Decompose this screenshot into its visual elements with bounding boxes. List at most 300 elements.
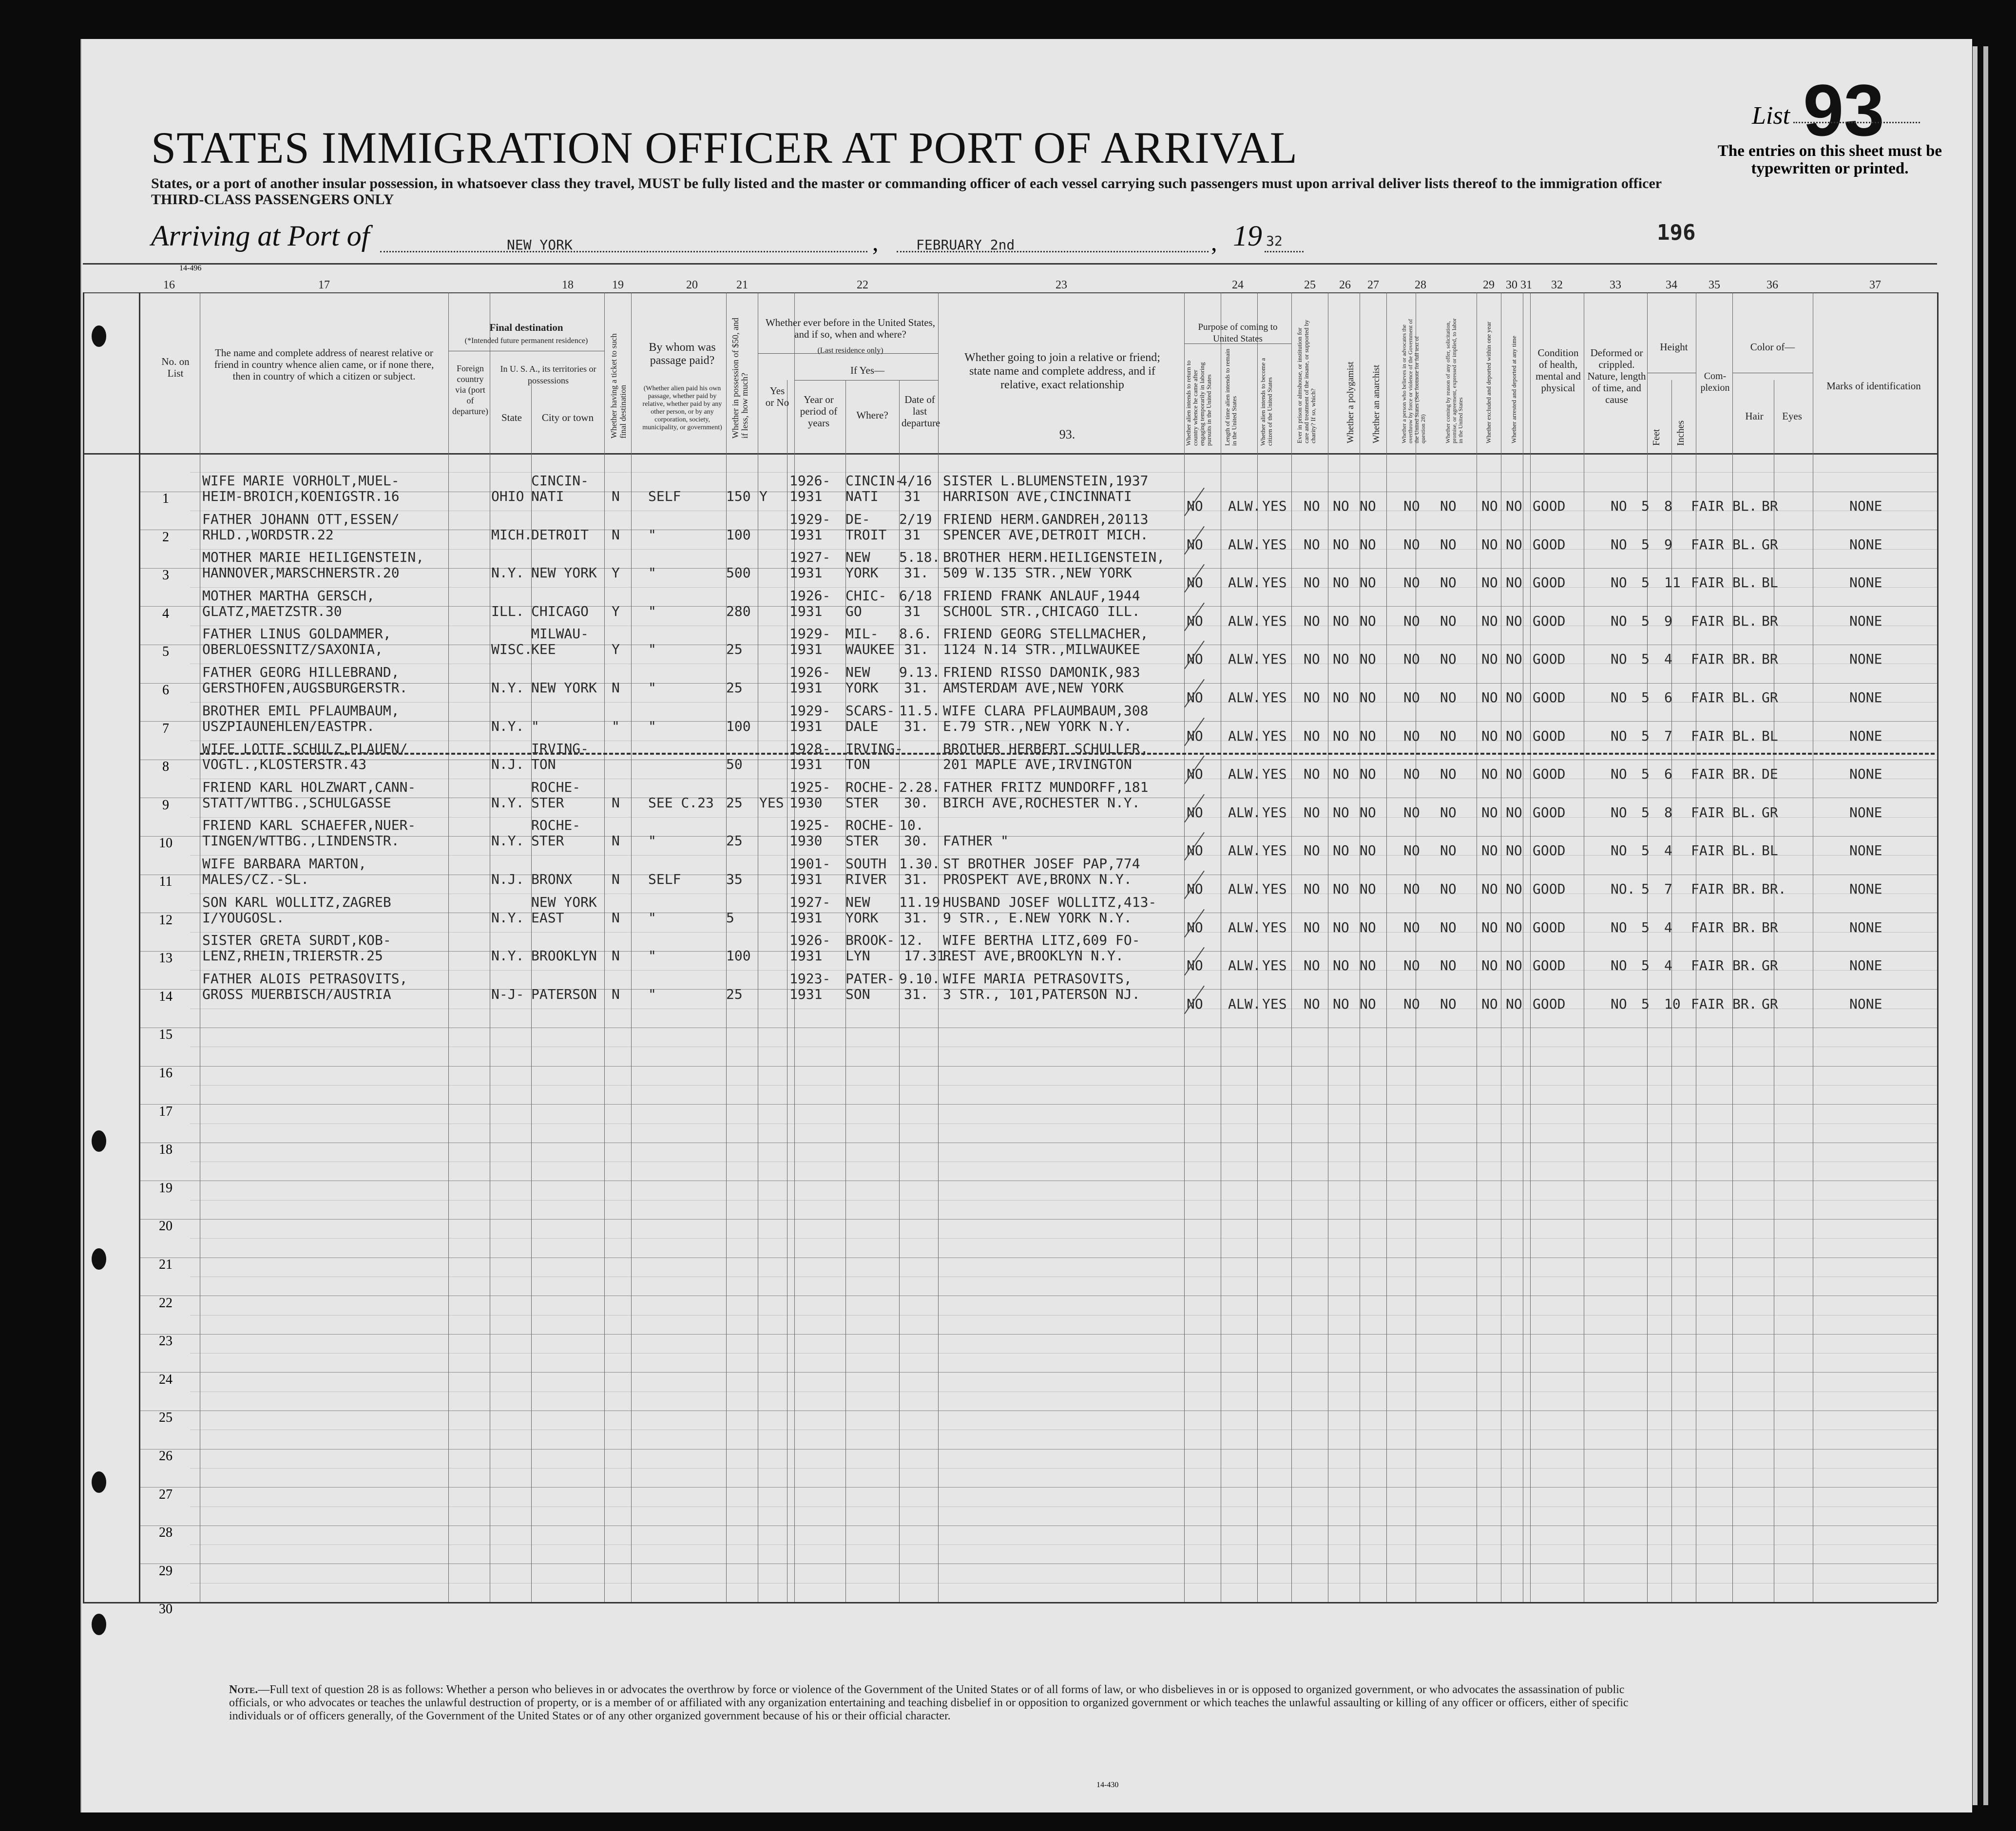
departure-1: 1.30. (899, 856, 941, 872)
dest-city-2: STER (531, 833, 564, 849)
eye-color: BL (1762, 842, 1778, 859)
eye-color: GR (1762, 957, 1778, 974)
health: GOOD (1533, 727, 1566, 744)
header-final-destination-note: (*Intended future permanent residence) (464, 337, 588, 345)
dest-city-1: CHICAGO (531, 603, 589, 619)
where-1: BROOK- (845, 932, 895, 949)
header-where: Where? (856, 409, 888, 421)
departure-2: 31. (904, 909, 929, 926)
hair-color: BL. (1732, 612, 1757, 629)
year-period-2: 1931 (789, 641, 823, 658)
departure-1: 11.19. (899, 894, 949, 910)
header-hair: Hair (1745, 410, 1764, 422)
column-number: 35 (1709, 279, 1720, 291)
column-rule (448, 292, 449, 1602)
column-rule (1671, 380, 1672, 1602)
height-feet: 5 (1641, 574, 1650, 591)
prison: NO (1304, 727, 1320, 744)
header-color-of: Color of— (1750, 341, 1795, 353)
complexion: FAIR (1691, 995, 1724, 1012)
labor-offer: NO (1440, 957, 1457, 974)
dest-state: MICH. (491, 526, 533, 543)
polygamist: NO (1333, 919, 1349, 935)
relative-line-2: RHLD.,WORDSTR.22 (202, 526, 334, 543)
departure-2: 31 (904, 603, 921, 619)
complexion: FAIR (1691, 536, 1724, 553)
labor-offer: NO (1440, 498, 1457, 514)
relative-line-1: SON KARL WOLLITZ,ZAGREB (202, 894, 391, 910)
row-subrule (190, 1085, 1937, 1086)
prison: NO (1304, 995, 1320, 1012)
header-deformed: Deformed or crippled. Nature, length of time, and cause (1587, 347, 1646, 405)
eye-color: GR (1762, 536, 1778, 553)
hair-color: BR. (1732, 651, 1757, 668)
purpose-length: ALW. (1228, 995, 1261, 1012)
joining-line-2: SCHOOL STR.,CHICAGO ILL. (943, 603, 1140, 619)
punch-hole (92, 325, 106, 347)
departure-1: 9.10. (899, 970, 941, 987)
dest-state: OHIO (491, 488, 524, 504)
column-number: 20 (686, 279, 698, 291)
health: GOOD (1533, 651, 1566, 668)
header-joining: Whether going to join a relative or friend; state name and complete address, and if relative, exact relationship (964, 351, 1160, 391)
header-excluded: Whether excluded and deported within one year (1485, 322, 1492, 443)
where-1: CINCIN- (845, 473, 903, 489)
money: 280 (726, 603, 751, 619)
passage-paid: SEE C.23 (648, 794, 714, 811)
purpose-length: ALW. (1228, 881, 1261, 897)
purpose-citizen: YES (1262, 727, 1287, 744)
relative-line-2: HEIM-BROICH,KOENIGSTR.16 (202, 488, 400, 504)
height-feet: 5 (1641, 498, 1650, 514)
list-line (1793, 122, 1920, 123)
column-number: 17 (318, 279, 330, 291)
header-polygamist: Whether a polygamist (1345, 362, 1356, 443)
row-number: 13 (159, 951, 173, 966)
row-number: 2 (162, 529, 169, 545)
header-anarchist: Whether an anarchist (1371, 364, 1382, 443)
year-period-1: 1928- (789, 741, 831, 757)
marks: NONE (1849, 498, 1882, 514)
header-final-destination: Final destination (489, 322, 563, 333)
column-rule (938, 292, 939, 1602)
dest-state: N.Y. (491, 948, 524, 964)
passage-paid: " (648, 526, 656, 543)
column-rule (1184, 292, 1185, 1602)
arrested: NO (1506, 727, 1522, 744)
row-number: 4 (162, 606, 169, 621)
departure-2: 30. (904, 794, 929, 811)
marks: NONE (1849, 995, 1882, 1012)
where-2: YORK (845, 680, 879, 696)
departure-2: 31. (904, 986, 929, 1002)
relative-line-1: SISTER GRETA SURDT,KOB- (202, 932, 391, 949)
row-number: 17 (159, 1104, 173, 1119)
row-rule (139, 1334, 1937, 1335)
health: GOOD (1533, 842, 1566, 859)
comma-2: , (1211, 229, 1217, 256)
row-number: 22 (159, 1295, 173, 1311)
money: 100 (726, 948, 751, 964)
money: 5 (726, 909, 734, 926)
row-subrule (190, 817, 1937, 818)
ticket: N (612, 909, 620, 926)
relative-line-1: FRIEND KARL HOLZWART,CANN- (202, 779, 416, 795)
passage-paid: " (648, 718, 656, 734)
year-period-1: 1901- (789, 856, 831, 872)
passage-paid: " (648, 986, 656, 1002)
purpose-return: NO (1187, 766, 1203, 782)
excluded: NO (1481, 727, 1498, 744)
passage-paid: SELF (648, 871, 681, 887)
health: GOOD (1533, 881, 1566, 897)
dest-state: N.Y. (491, 794, 524, 811)
where-1: CHIC- (845, 587, 887, 604)
arrested: NO (1506, 612, 1522, 629)
q28: NO (1403, 689, 1420, 706)
subtitle-line-1: States, or a port of another insular possession, in whatsoever class they travel, MUST be fully listed and the master or commanding officer of each vessel carrying such passengers must upon arrival deliver lists thereof to the immigration officer (151, 175, 1662, 191)
arrested: NO (1506, 498, 1522, 514)
height-feet: 5 (1641, 651, 1650, 668)
row-rule (139, 1219, 1937, 1220)
joining-line-1: FATHER FRITZ MUNDORFF,181 (943, 779, 1149, 795)
arrested: NO (1506, 804, 1522, 820)
column-number: 21 (736, 279, 748, 291)
dest-city-1: " (531, 718, 539, 734)
hair-color: BR. (1732, 957, 1757, 974)
where-1: ROCHE- (845, 779, 895, 795)
where-1: PATER- (845, 970, 895, 987)
height-inches: 4 (1664, 842, 1672, 859)
purpose-citizen: YES (1262, 651, 1287, 668)
labor-offer: NO (1440, 766, 1457, 782)
row-number: 25 (159, 1410, 173, 1426)
marks: NONE (1849, 536, 1882, 553)
q28: NO (1403, 727, 1420, 744)
column-number: 25 (1304, 279, 1316, 291)
subtitle-line-2: THIRD-CLASS PASSENGERS ONLY (151, 191, 394, 208)
year-period-1: 1927- (789, 549, 831, 566)
column-rule (83, 292, 84, 1602)
anarchist: NO (1360, 612, 1376, 629)
money: 25 (726, 641, 743, 658)
row-subrule (190, 1353, 1937, 1354)
departure-1: 6/18 (899, 587, 932, 604)
q28: NO (1403, 536, 1420, 553)
header-labor-offer: Whether coming by reason of any offer, solicitation, promise, or agreement, expressed or implied, to labor in the United States (1444, 318, 1464, 443)
prison: NO (1304, 574, 1320, 591)
excluded: NO (1481, 498, 1498, 514)
q28: NO (1403, 766, 1420, 782)
where-1: DE- (845, 511, 870, 527)
joining-line-1: FRIEND GEORG STELLMACHER, (943, 626, 1149, 642)
year-period-2: 1931 (789, 488, 823, 504)
row-rule (139, 1372, 1937, 1373)
row-number: 1 (162, 491, 169, 506)
dest-city-1: ROCHE- (531, 779, 581, 795)
footnote-code: 14-430 (1096, 1781, 1119, 1789)
excluded: NO (1481, 574, 1498, 591)
punch-hole (92, 1130, 106, 1152)
departure-1: 10. (899, 817, 924, 834)
punch-hole (92, 1614, 106, 1635)
header-arrested: Whether arrested and deported at any time (1510, 336, 1517, 443)
height-inches: 6 (1664, 689, 1672, 706)
relative-line-2: GERSTHOFEN,AUGSBURGERSTR. (202, 680, 408, 696)
labor-offer: NO (1440, 804, 1457, 820)
ticket: N (612, 488, 620, 504)
header-passage-note: (Whether alien paid his own passage, whether paid by relative, whether paid by any other person, or by any corporation, society, municipality, or government) (642, 385, 722, 431)
header-money: Whether in possession of $50, and if less, how much? (730, 318, 749, 439)
height-inches: 4 (1664, 957, 1672, 974)
header-eyes: Eyes (1782, 410, 1802, 422)
header-foreign-country: Foreign country via (port of departure) (452, 363, 488, 416)
prison: NO (1304, 536, 1320, 553)
anarchist: NO (1360, 842, 1376, 859)
row-number: 30 (159, 1602, 173, 1617)
health: GOOD (1533, 919, 1566, 935)
prison: NO (1304, 957, 1320, 974)
column-number: 23 (1056, 279, 1067, 291)
row-number: 18 (159, 1142, 173, 1158)
joining-line-1: BROTHER HERBERT SCHULLER, (943, 741, 1149, 757)
where-2: STER (845, 833, 879, 849)
joining-line-2: 9 STR., E.NEW YORK N.Y. (943, 909, 1132, 926)
money: 25 (726, 794, 743, 811)
column-number: 19 (612, 279, 624, 291)
arrested: NO (1506, 919, 1522, 935)
arrested: NO (1506, 536, 1522, 553)
header-health: Condition of health, mental and physical (1536, 347, 1581, 394)
passage-paid: " (648, 603, 656, 619)
footnote-text: —Full text of question 28 is as follows: Whether a person who believes in or advocates the overthrow by force or violence of the Government of the United States or of all forms of law, or who disbelieves in or is opposed to organized government, or who advocates the assassination of public officials, or who advocates or teaches the unlawful destruction of property, or is a member of or affiliated with any organization entertaining and teaching disbelief in or opposition to organized government or which teaches the unlawful assaulting or killing of any officer or officers, either of specific individuals or of officers generally, of the Government of the United States or of any other organized government because of his or their official character. (229, 1683, 1629, 1722)
column-number: 22 (857, 279, 868, 291)
departure-2: 31 (904, 488, 921, 504)
column-number: 31 (1520, 279, 1532, 291)
dest-city-1: PATERSON (531, 986, 597, 1002)
ticket: Y (612, 641, 620, 658)
joining-line-1: WIFE BERTHA LITZ,609 FO- (943, 932, 1140, 949)
header-date-departure: Date of last departure (902, 394, 941, 429)
list-note: The entries on this sheet must be typewritten or printed. (1717, 142, 1942, 177)
complexion: FAIR (1691, 842, 1724, 859)
polygamist: NO (1333, 804, 1349, 820)
year-period-2: 1931 (789, 871, 823, 887)
departure-1: 8.6. (899, 626, 932, 642)
where-2: WAUKEE (845, 641, 895, 658)
polygamist: NO (1333, 727, 1349, 744)
header-before-us: Whether ever before in the United States, and if so, when and where? (765, 317, 936, 340)
row-number: 29 (159, 1563, 173, 1579)
money: 25 (726, 986, 743, 1002)
passage-paid: " (648, 909, 656, 926)
dest-city-1: CINCIN- (531, 473, 589, 489)
complexion: FAIR (1691, 881, 1724, 897)
arrested: NO (1506, 689, 1522, 706)
height-inches: 11 (1664, 574, 1681, 591)
row-number: 24 (159, 1372, 173, 1387)
row-rule (139, 836, 1937, 837)
row-number: 11 (159, 874, 173, 889)
prison: NO (1304, 804, 1320, 820)
departure-2: 31. (904, 641, 929, 658)
row-subrule (190, 1238, 1937, 1239)
deformed: NO (1611, 651, 1627, 668)
joining-line-1: WIFE MARIA PETRASOVITS, (943, 970, 1132, 987)
dest-state: N.Y. (491, 680, 524, 696)
row-number: 19 (159, 1180, 173, 1196)
labor-offer: NO (1440, 689, 1457, 706)
arriving-label: Arriving at Port of (151, 220, 370, 252)
arrested: NO (1506, 995, 1522, 1012)
row-subrule (190, 1315, 1937, 1316)
joining-line-2: 1124 N.14 STR.,MILWAUKEE (943, 641, 1140, 658)
purpose-return: NO (1187, 727, 1203, 744)
relative-line-2: I/YOUGOSL. (202, 909, 285, 926)
year-period-2: 1931 (789, 986, 823, 1002)
marks: NONE (1849, 574, 1882, 591)
ticket: N (612, 871, 620, 887)
year-line (1265, 251, 1304, 252)
complexion: FAIR (1691, 498, 1724, 514)
relative-line-2: VOGTL.,KLOSTERSTR.43 (202, 756, 367, 773)
joining-line-1: WIFE CLARA PFLAUMBAUM,308 (943, 702, 1149, 719)
health: GOOD (1533, 612, 1566, 629)
height-feet: 5 (1641, 881, 1650, 897)
joining-line-2: AMSTERDAM AVE,NEW YORK (943, 680, 1124, 696)
relative-line-1: FATHER JOHANN OTT,ESSEN/ (202, 511, 400, 527)
ticket: N (612, 794, 620, 811)
column-number: 34 (1666, 279, 1677, 291)
marks: NONE (1849, 651, 1882, 668)
deformed: NO (1611, 842, 1627, 859)
deformed: NO (1611, 804, 1627, 820)
column-number: 27 (1367, 279, 1379, 291)
height-inches: 8 (1664, 498, 1672, 514)
joining-line-2: E.79 STR.,NEW YORK N.Y. (943, 718, 1132, 734)
relative-line-2: HANNOVER,MARSCHNERSTR.20 (202, 565, 400, 581)
hair-color: BL. (1732, 536, 1757, 553)
row-rule (139, 1066, 1937, 1067)
purpose-return: NO (1187, 689, 1203, 706)
eye-color: BR (1762, 498, 1778, 514)
deformed: NO (1611, 498, 1627, 514)
money: 150 (726, 488, 751, 504)
year-period-2: 1931 (789, 948, 823, 964)
eye-color: BR. (1762, 881, 1786, 897)
row-number: 6 (162, 683, 169, 698)
relative-line-1: MOTHER MARTHA GERSCH, (202, 587, 375, 604)
arrested: NO (1506, 842, 1522, 859)
ticket: N (612, 948, 620, 964)
marks: NONE (1849, 804, 1882, 820)
row-number: 20 (159, 1219, 173, 1234)
purpose-length: ALW. (1228, 842, 1261, 859)
where-2: DALE (845, 718, 879, 734)
row-subrule (190, 1200, 1937, 1201)
polygamist: NO (1333, 498, 1349, 514)
prison: NO (1304, 689, 1320, 706)
where-2: RIVER (845, 871, 887, 887)
where-2: LYN (845, 948, 870, 964)
deformed: NO (1611, 995, 1627, 1012)
anarchist: NO (1360, 881, 1376, 897)
relative-line-2: USZPIAUNEHLEN/EASTPR. (202, 718, 375, 734)
year-period-2: 1931 (789, 756, 823, 773)
dest-state: N.Y. (491, 909, 524, 926)
comma: , (872, 229, 879, 256)
where-1: SCARS- (845, 702, 895, 719)
where-2: TROIT (845, 526, 887, 543)
money: 100 (726, 718, 751, 734)
polygamist: NO (1333, 612, 1349, 629)
polygamist: NO (1333, 651, 1349, 668)
been-before: YES (759, 794, 784, 811)
departure-1: 2.28. (899, 779, 941, 795)
column-rule (1386, 292, 1387, 1602)
joining-line-1: BROTHER HERM.HEILIGENSTEIN, (943, 549, 1165, 566)
year-period-1: 1927- (789, 894, 831, 910)
header-state: State (501, 412, 522, 423)
passage-paid: " (648, 641, 656, 658)
header-marks: Marks of identification (1826, 380, 1921, 392)
column-number: 16 (163, 279, 175, 291)
complexion: FAIR (1691, 612, 1724, 629)
anarchist: NO (1360, 727, 1376, 744)
footnote (229, 1683, 1642, 1723)
column-rule (631, 292, 632, 1602)
purpose-length: ALW. (1228, 957, 1261, 974)
column-number: 36 (1766, 279, 1778, 291)
purpose-citizen: YES (1262, 689, 1287, 706)
joining-line-2: 3 STR., 101,PATERSON NJ. (943, 986, 1140, 1002)
dest-city-1: ROCHE- (531, 817, 581, 834)
health: GOOD (1533, 689, 1566, 706)
dest-city-1: BROOKLYN (531, 948, 597, 964)
where-1: NEW (845, 664, 870, 680)
column-rule (1937, 292, 1939, 1602)
relative-line-2: TINGEN/WTTBG.,LINDENSTR. (202, 833, 400, 849)
year-period-1: 1926- (789, 932, 831, 949)
dest-state: WISC. (491, 641, 533, 658)
column-rule (1257, 292, 1258, 1602)
polygamist: NO (1333, 536, 1349, 553)
departure-1: 5.18. (899, 549, 941, 566)
passage-paid: " (648, 833, 656, 849)
joining-line-2: PROSPEKT AVE,BRONX N.Y. (943, 871, 1132, 887)
header-ticket: Whether having a ticket to such final destination (609, 333, 628, 439)
row-number: 5 (162, 644, 169, 660)
ticket: " (612, 718, 620, 734)
header-feet: Feet (1651, 429, 1662, 446)
anarchist: NO (1360, 995, 1376, 1012)
dest-state: N.Y. (491, 718, 524, 734)
marks: NONE (1849, 881, 1882, 897)
dest-city-1: IRVING- (531, 741, 589, 757)
where-1: ROCHE- (845, 817, 895, 834)
dest-state: N.J. (491, 871, 524, 887)
row-number: 28 (159, 1525, 173, 1541)
ticket: N (612, 526, 620, 543)
joining-line-1: SISTER L.BLUMENSTEIN,1937 (943, 473, 1149, 489)
year-period-2: 1931 (789, 603, 823, 619)
health: GOOD (1533, 766, 1566, 782)
purpose-length: ALW. (1228, 612, 1261, 629)
purpose-length: ALW. (1228, 727, 1261, 744)
relative-line-2: LENZ,RHEIN,TRIERSTR.25 (202, 948, 383, 964)
year-period-2: 1931 (789, 909, 823, 926)
prison: NO (1304, 919, 1320, 935)
